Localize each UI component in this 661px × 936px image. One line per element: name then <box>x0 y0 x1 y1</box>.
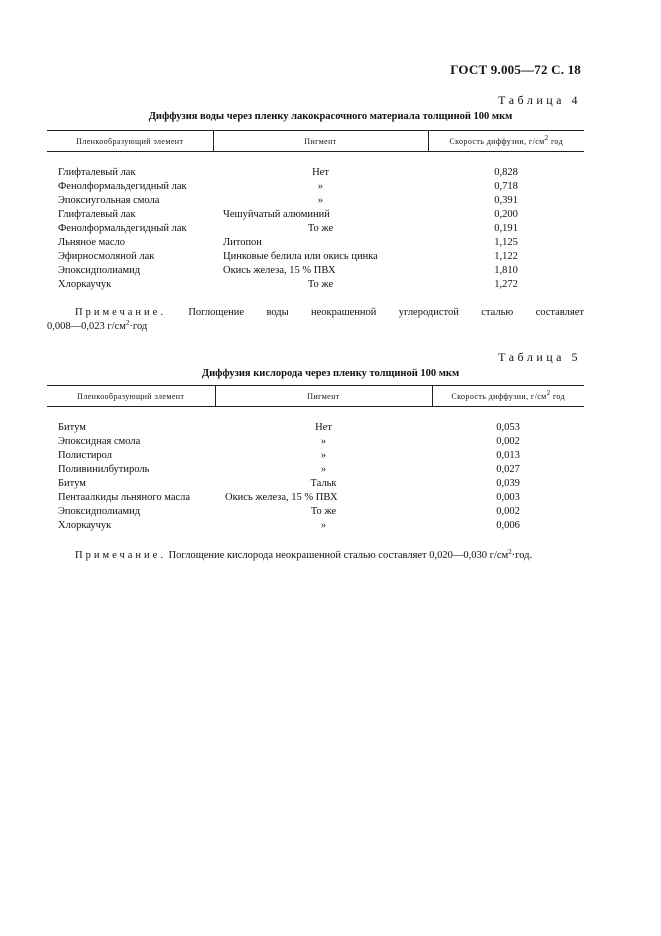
rate-cell: 1,272 <box>494 279 518 290</box>
element-cell: Поливинилбутироль <box>58 464 150 475</box>
table5-note-label: Примечание. <box>75 550 166 561</box>
element-cell: Пентаалкиды льняного масла <box>58 492 191 503</box>
table4-label: Таблица 4 <box>498 93 581 107</box>
table-row <box>47 463 584 477</box>
element-cell: Фенолформальдегидный лак <box>58 223 187 234</box>
table4-note-word: неокрашенной <box>311 307 377 318</box>
pigment-cell: Нет <box>312 167 329 178</box>
rate-cell: 0,003 <box>496 492 520 503</box>
pigment-cell: » <box>317 181 324 192</box>
table5-note: Примечание. Поглощение кислорода неокрашенной сталью составляет 0,020—0,030 $г/см^2\cdot год$. <box>75 548 533 561</box>
rate-cell: 0,006 <box>496 520 520 531</box>
element-cell: Эфирносмоляной лак <box>58 251 155 262</box>
pigment-cell: » <box>320 450 327 461</box>
pigment-cell: Нет <box>315 422 332 433</box>
element-cell: Полистирол <box>58 450 113 461</box>
table5-caption: Диффузия кислорода через пленку толщиной 100 мкм <box>201 368 460 379</box>
rate-cell: 0,002 <box>496 506 520 517</box>
pigment-cell: То же <box>310 506 337 517</box>
pigment-cell: То же <box>307 223 334 234</box>
table5 <box>47 385 584 533</box>
table4-note-word: составляет <box>535 307 584 318</box>
table4-header-pigment: Пигмент <box>213 131 428 152</box>
element-cell: Эпоксидполиамид <box>58 506 141 517</box>
table-row <box>47 194 584 208</box>
rate-cell: 1,125 <box>494 237 518 248</box>
element-cell: Глифталевый лак <box>58 167 136 178</box>
page-header: ГОСТ 9.005—72 С. 18 <box>450 62 581 77</box>
table4-caption: Диффузия воды через пленку лакокрасочного материала толщиной 100 мкм <box>148 111 513 122</box>
table4-header-element: Пленкообразующий элемент <box>47 131 213 152</box>
element-cell: Глифталевый лак <box>58 209 136 220</box>
table4-note-line2: 0,008—0,023 г/см <box>47 321 126 332</box>
table4-body <box>47 152 584 293</box>
table4 <box>47 130 584 292</box>
rate-cell: 0,828 <box>494 167 518 178</box>
table4-header-rate: Скорость диффузии, $г/см^2$ год <box>428 131 584 152</box>
pigment-cell: Чешуйчатый алюминий <box>223 209 330 220</box>
table-row <box>47 264 584 278</box>
element-cell: Хлоркаучук <box>58 279 112 290</box>
pigment-cell: Тальк <box>310 478 337 489</box>
element-cell: Хлоркаучук <box>58 520 112 531</box>
table-row <box>47 435 584 449</box>
table5-body <box>47 407 584 534</box>
rate-cell: 0,391 <box>494 195 518 206</box>
pigment-cell: » <box>320 520 327 531</box>
rate-cell: 0,191 <box>494 223 518 234</box>
element-cell: Битум <box>58 422 86 433</box>
table4-note-word: Поглощение <box>188 307 245 318</box>
table4-note-word: сталью <box>481 307 514 318</box>
element-cell: Фенолформальдегидный лак <box>58 181 187 192</box>
pigment-cell: » <box>317 195 324 206</box>
table-row <box>47 236 584 250</box>
table-row <box>47 505 584 519</box>
table-row <box>47 222 584 236</box>
table5-label: Таблица 5 <box>498 350 581 364</box>
table-row <box>47 180 584 194</box>
rate-cell: 0,718 <box>494 181 518 192</box>
element-cell: Эпоксидполиамид <box>58 265 141 276</box>
table-row <box>47 449 584 463</box>
table4-note-label: Примечание. <box>75 307 166 318</box>
table4-note-word: углеродистой <box>398 307 459 318</box>
element-cell: Эпоксиугольная смола <box>58 195 160 206</box>
table5-header-rate: Скорость диффузии, $г/см^2$ год <box>432 386 584 407</box>
table5-header-element: Пленкообразующий элемент <box>47 386 215 407</box>
table5-header-pigment: Пигмент <box>215 386 432 407</box>
rate-cell: 0,027 <box>496 464 520 475</box>
rate-cell: 0,002 <box>496 436 520 447</box>
pigment-cell: » <box>320 464 327 475</box>
pigment-cell: Окись железа, 15 % ПВХ <box>225 492 338 503</box>
table4-note: Примечание. Поглощение воды неокрашенной углеродистой сталью составляет 0,008—0,023 $г/см^2\cdot год$ <box>47 307 584 332</box>
pigment-cell: То же <box>307 279 334 290</box>
pigment-cell: Окись железа, 15 % ПВХ <box>223 265 336 276</box>
rate-cell: 1,810 <box>494 265 518 276</box>
pigment-cell: Литопон <box>223 237 262 248</box>
pigment-cell: Цинковые белила или окись цинка <box>223 251 378 262</box>
table-row <box>47 152 584 181</box>
rate-cell: 0,039 <box>496 478 520 489</box>
pigment-cell: » <box>320 436 327 447</box>
rate-cell: 0,200 <box>494 209 518 220</box>
table-row <box>47 250 584 264</box>
table-row <box>47 208 584 222</box>
table-row <box>47 407 584 436</box>
table-row <box>47 491 584 505</box>
table4-note-word: воды <box>266 307 289 318</box>
table5-note-text: Поглощение кислорода неокрашенной сталью составляет 0,020—0,030 г/см <box>165 550 509 561</box>
element-cell: Битум <box>58 478 86 489</box>
table-row <box>47 278 584 292</box>
rate-cell: 1,122 <box>494 251 518 262</box>
element-cell: Льняное масло <box>58 237 126 248</box>
rate-cell: 0,053 <box>496 422 520 433</box>
rate-cell: 0,013 <box>496 450 520 461</box>
table-row <box>47 477 584 491</box>
table-row <box>47 519 584 533</box>
element-cell: Эпоксидная смола <box>58 436 141 447</box>
